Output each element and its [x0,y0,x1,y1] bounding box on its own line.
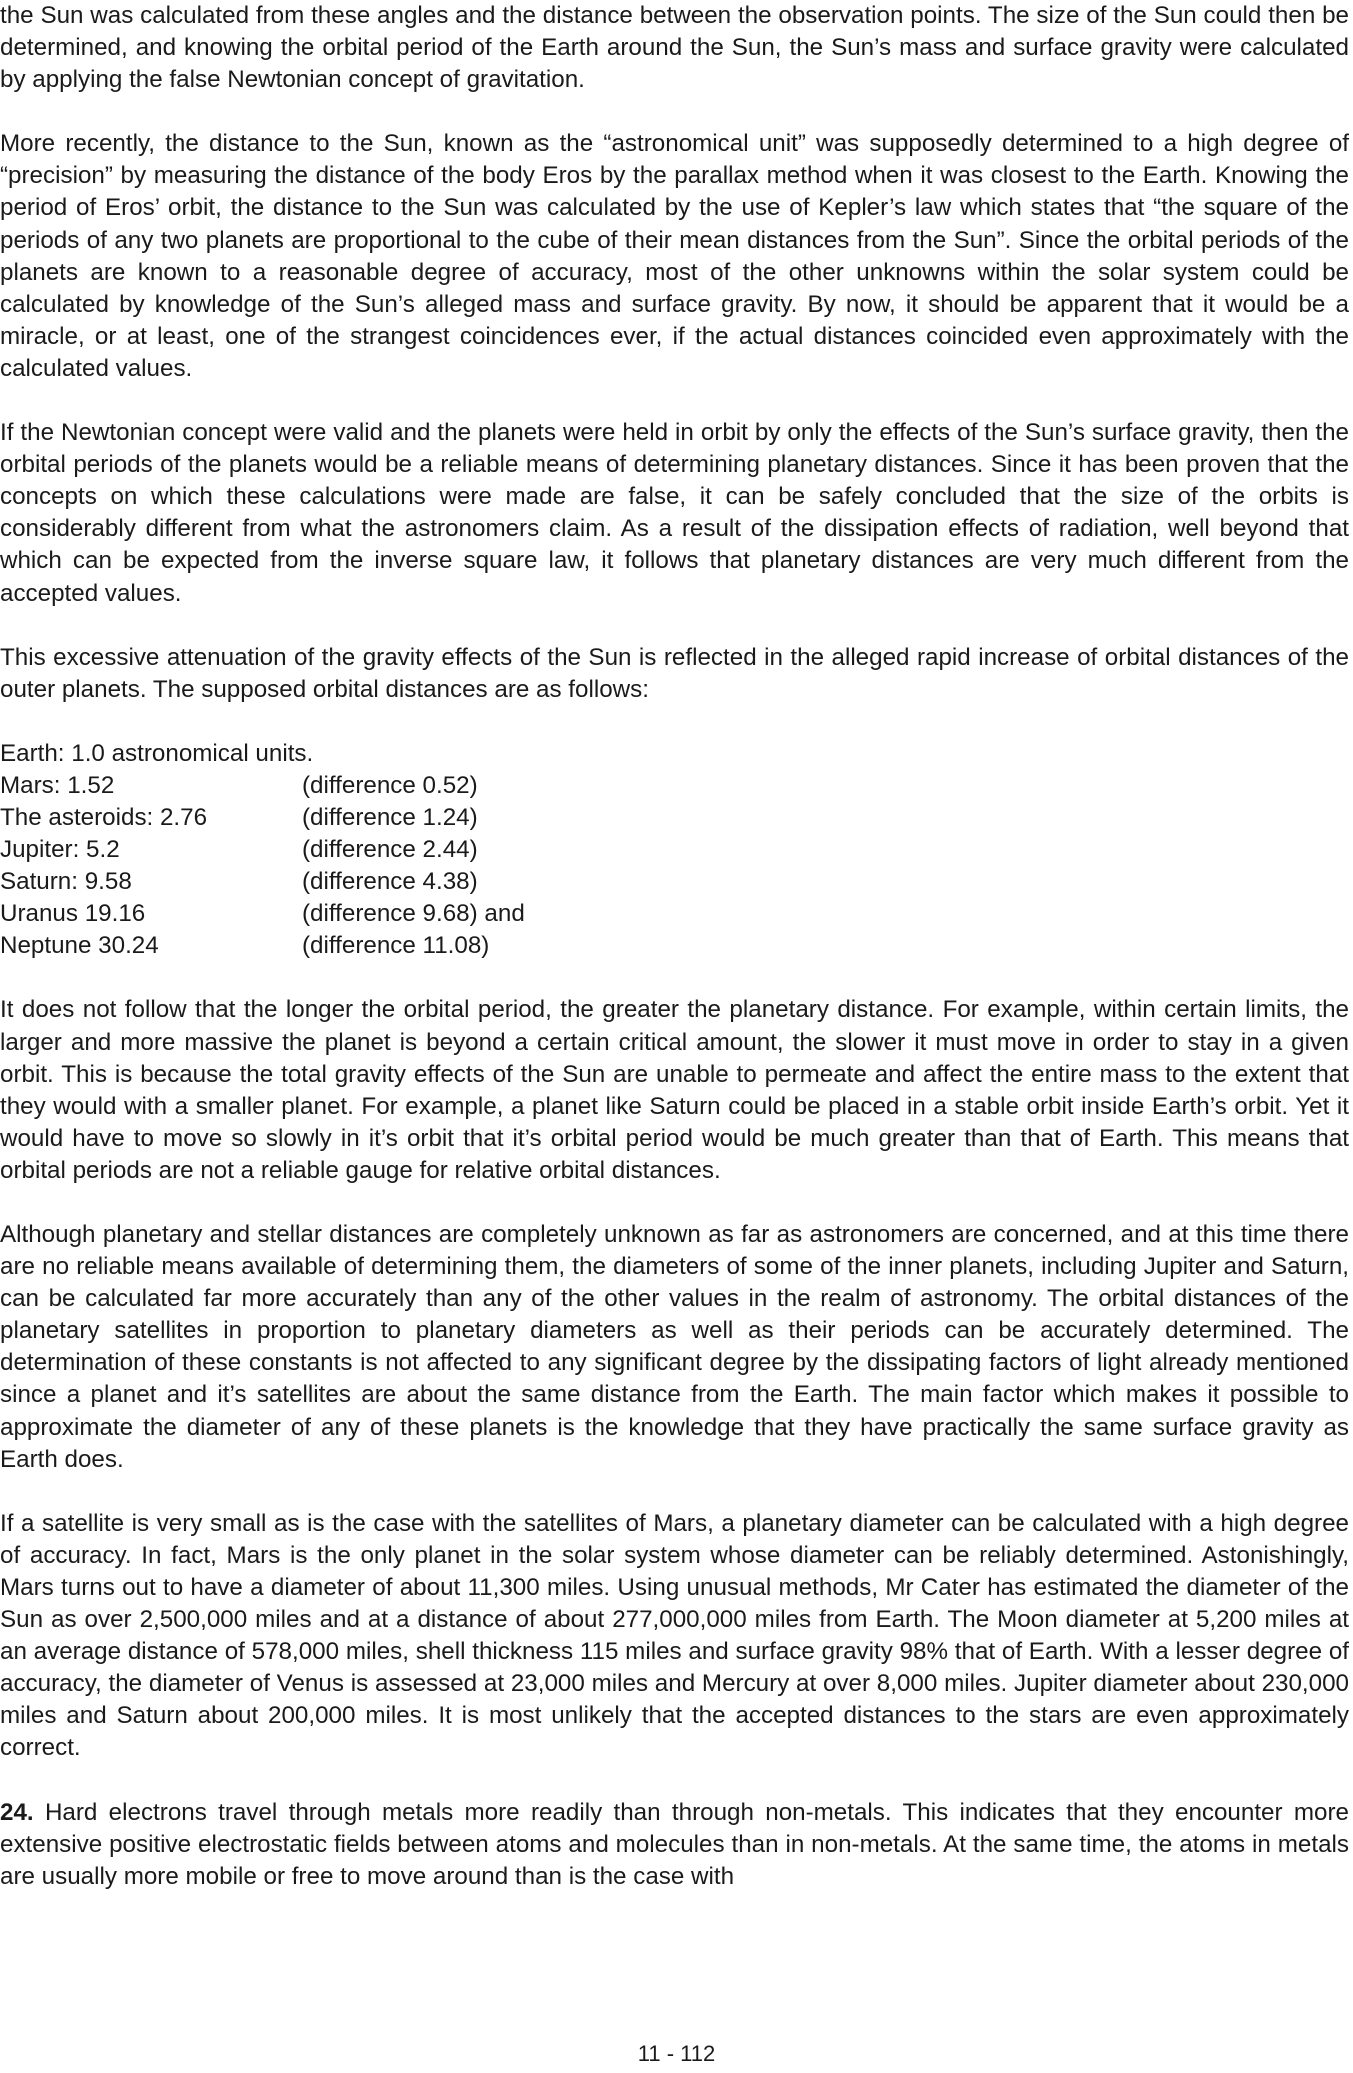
list-item-jupiter [0,834,1349,866]
list-item-asteroids [0,802,1349,834]
page-number: 11 - 112 [637,2041,716,2066]
list-item-label: Earth: 1.0 astronomical units. [0,739,314,767]
paragraph-attenuation: This excessive attenuation of the gravity effects of the Sun is reflected in the alleged rapid increase of orbital distances of the outer planets. The supposed orbital distances are as follows: [0,643,1349,703]
paragraph-newtonian-concept: If the Newtonian concept were valid and the planets were held in orbit by only the effects of the Sun’s surface gravity, then the orbital periods of the planets would be a reliable means of determining planetary distances. Since it has been proven that the concepts on which these calculations were made are false, it can be safely concluded that the size of the orbits is considerably different from what the astronomers claim. As a result of the dissipation effects of radiation, well beyond that which can be expected from the inverse square law, it follows that planetary distances are very much different from the accepted values. [0,419,1349,607]
planet-distance: Saturn: 9.58 [0,868,132,896]
paragraph-sun-calculation: the Sun was calculated from these angles and the distance between the observation points. The size of the Sun could then be determined, and knowing the orbital period of the Earth around the Sun, the Sun’s mass and surface gravity were calculated by applying the false Newtonian concept of gravitation. [0,2,1349,94]
distance-difference: (difference 1.24) [302,803,478,831]
planet-distance: Uranus 19.16 [0,900,146,928]
list-item-saturn [0,866,1349,898]
distance-difference: (difference 9.68) and [302,900,525,928]
list-item-neptune [0,930,1349,962]
planet-distance: Jupiter: 5.2 [0,836,120,864]
paragraph-mars-diameter: If a satellite is very small as is the case with the satellites of Mars, a planetary diameter can be calculated with a high degree of accuracy. In fact, Mars is the only planet in the solar system whose diameter can be reliably determined. Astonishingly, Mars turns out to have a diameter of about 11,300 miles. Using unusual methods, Mr Cater has estimated the diameter of the Sun as over 2,500,000 miles and at a distance of about 277,000,000 miles from Earth. The Moon diameter at 5,200 miles at an average distance of 578,000 miles, shell thickness 115 miles and surface gravity 98% that of Earth. With a lesser degree of accuracy, the diameter of Venus is assessed at 23,000 miles and Mercury at over 8,000 miles. Jupiter diameter about 230,000 miles and Saturn about 200,000 miles. It is most unlikely that the accepted distances to the stars are even approximately correct. [0,1509,1349,1762]
distance-difference: (difference 11.08) [302,932,490,960]
distance-difference: (difference 2.44) [302,836,478,864]
paragraph-text: Hard electrons travel through metals more readily than through non-metals. This indicates that they encounter more extensive positive electrostatic fields between atoms and molecules than in non-metals. At the same time, the atoms in metals are usually more mobile or free to move around than is the case with [0,1798,1349,1890]
planet-distance: Neptune 30.24 [0,932,159,960]
paragraph-orbital-period: It does not follow that the longer the orbital period, the greater the planetary distance. For example, within certain limits, the larger and more massive the planet is beyond a certain critical amount, the slower it must move in order to stay in a given orbit. This is because the total gravity effects of the Sun are unable to permeate and affect the entire mass to the extent that they would with a smaller planet. For example, a planet like Saturn could be placed in a stable orbit inside Earth’s orbit. Yet it would have to move so slowly in it’s orbit that it’s orbital period would be much greater than that of Earth. This means that orbital periods are not a reliable gauge for relative orbital distances. [0,996,1349,1184]
paragraph-planetary-diameters: Although planetary and stellar distances are completely unknown as far as astronomers are concerned, and at this time there are no reliable means available of determining them, the diameters of some of the inner planets, including Jupiter and Saturn, can be calculated far more accurately than any of the other values in the realm of astronomy. The orbital distances of the planetary satellites in proportion to planetary diameters as well as their periods can be accurately determined. The determination of these constants is not affected to any significant degree by the dissipating factors of light already mentioned since a planet and it’s satellites are about the same distance from the Earth. The main factor which makes it possible to approximate the diameter of any of these planets is the knowledge that they have practically the same surface gravity as Earth does. [0,1221,1349,1473]
planet-distance: The asteroids: 2.76 [0,803,208,831]
list-item-earth [0,738,1349,770]
list-item-uranus [0,898,1349,930]
paragraph-astronomical-unit: More recently, the distance to the Sun, known as the “astronomical unit” was supposedly determined to a high degree of “precision” by measuring the distance of the body Eros by the parallax method when it was closest to the Earth. Knowing the period of Eros’ orbit, the distance to the Sun was calculated by the use of Kepler’s law which states that “the square of the periods of any two planets are proportional to the cube of their mean distances from the Sun”. Since the orbital periods of the planets are known to a reasonable degree of accuracy, most of the other unknowns within the solar system could be calculated by knowledge of the Sun’s alleged mass and surface gravity. By now, it should be apparent that it would be a miracle, or at least, one of the strangest coincidences ever, if the actual distances coincided even approximately with the calculated values. [0,130,1349,382]
planet-distance: Mars: 1.52 [0,771,115,799]
section-number: 24. [0,1798,34,1826]
distance-difference: (difference 0.52) [302,771,478,799]
orbital-distance-list [0,738,1349,963]
list-item-mars [0,770,1349,802]
paragraph-hard-electrons [0,1797,1349,1893]
distance-difference: (difference 4.38) [302,868,478,896]
